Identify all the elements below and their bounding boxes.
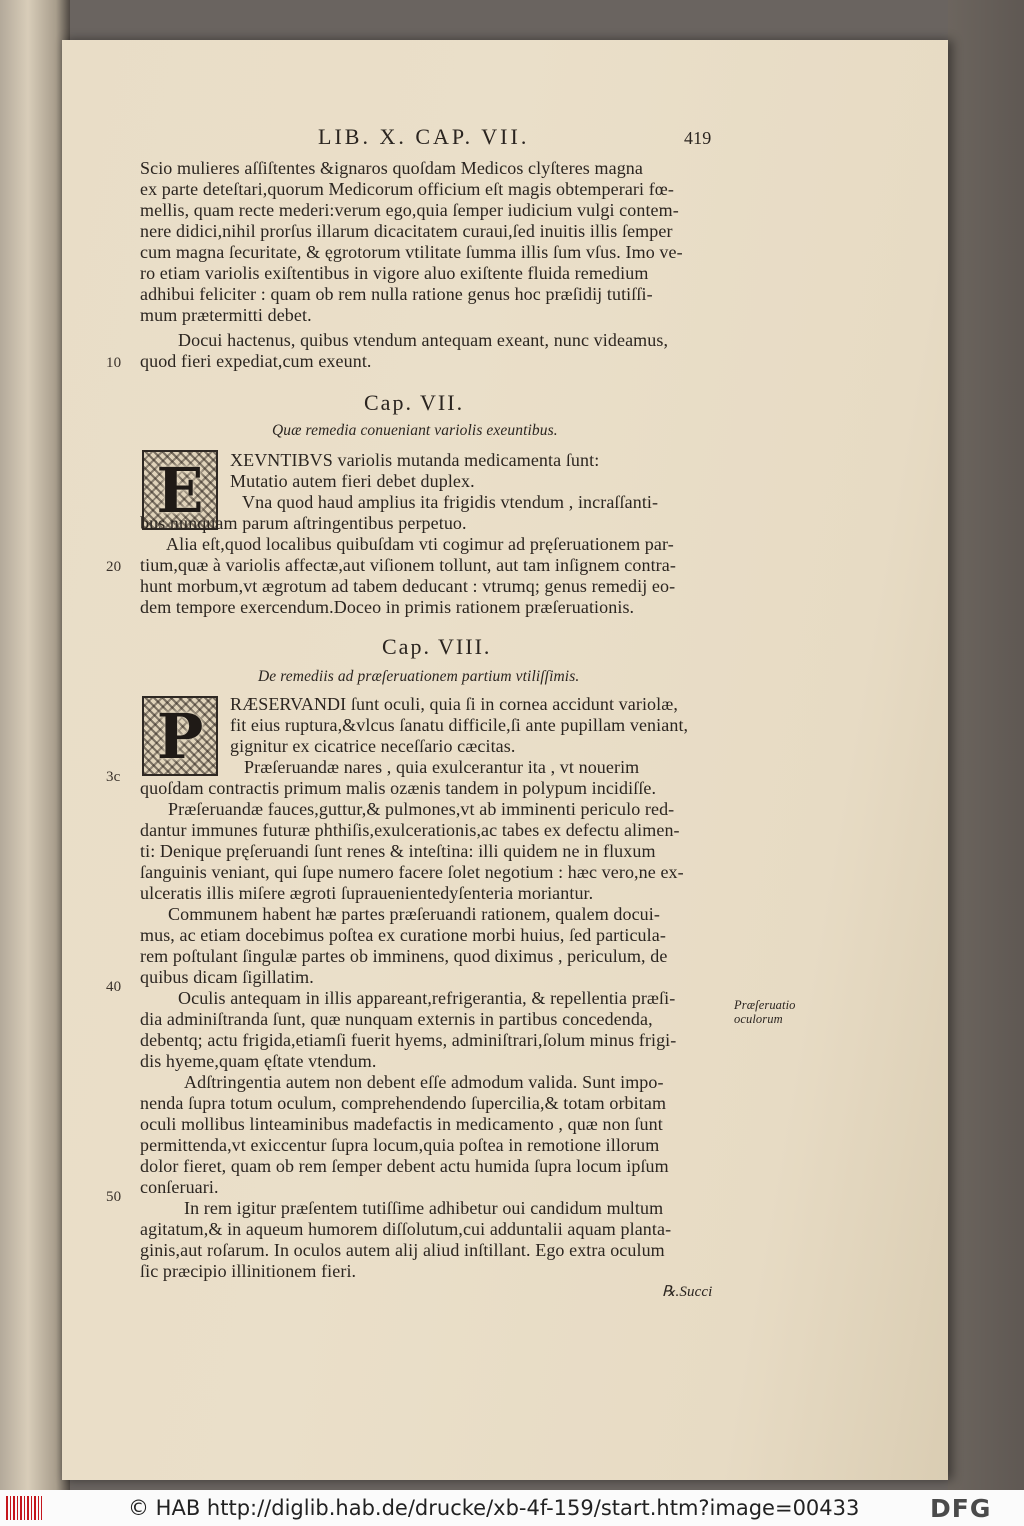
line-number: 40 [106,979,122,995]
text-line: mum prætermitti debet. [140,305,312,325]
text-line: dem tempore exercendum.Doceo in primis rationem præſeruationis. [140,597,635,617]
line-number: 20 [106,559,122,575]
text-line: hunt morbum,vt ægrotum ad tabem deducant : vtrumq; genus remedij eo- [140,576,676,596]
text-line: Præſeruandæ fauces,guttur,& pulmones,vt ab imminenti periculo red- [168,799,675,819]
text-line: debentq; actu frigida,etiamſi fuerit hyems, adminiſtrari,ſolum minus frigi- [140,1030,677,1050]
text-line: RÆSERVANDI ſunt oculi, quia ſi in cornea accidunt variolæ, [230,694,678,714]
text-line: gignitur ex cicatrice neceſſario cæcitas. [230,736,516,756]
chapter-8-title: Cap. VIII. [382,634,492,659]
initial-letter: E [156,453,204,527]
chapter-8-opening [230,694,730,778]
text-line: quoſdam contractis primum malis ozænis tandem in polypum incidiſſe. [140,778,657,798]
text-line: nere didici,nihil prorſus illarum dicacitatem curaui,ſed inuitis illis ſemper [140,221,673,241]
text-line: Vna quod haud amplius ita frigidis vtendum , incraſſanti- [242,492,659,512]
running-head: LIB. X. CAP. VII. [318,124,530,149]
chapter-7-title: Cap. VII. [364,390,465,415]
text-line: ginis,aut roſarum. In oculos autem alij aliud inſtillant. Ego extra oculum [140,1240,665,1260]
text-line: Mutatio autem fieri debet duplex. [230,471,475,491]
paragraph-1 [140,158,730,326]
chapter-7-opening [140,450,730,534]
catchword: ℞.Succi [662,1284,713,1300]
initial-letter: P [156,699,204,773]
text-line: bus nunquam parum aſtringentibus perpetuo. [140,513,467,533]
text-line: mus, ac etiam docebimus poſtea ex curatione morbi huius, ſed particula- [140,925,666,945]
text-line: dis hyeme,quam ęſtate vtendum. [140,1051,377,1071]
chapter-7-subtitle: Quæ remedia conueniant variolis exeuntibus. [272,422,558,439]
text-line: ulceratis illis miſere ægroti ſuprauenientedyſenteria moriantur. [140,883,594,903]
text-line: oculi mollibus linteaminibus madefactis in medicamento , quæ non ſunt [140,1114,663,1134]
text-line: quod fieri expediat,cum exeunt. [140,351,372,371]
text-line: XEVNTIBVS variolis mutanda medicamenta ſunt: [230,450,600,470]
line-number: 3c [106,769,121,785]
decorated-initial-p [142,696,218,776]
marginal-note-line: oculorum [734,1012,783,1026]
marginal-note [734,998,796,1026]
text-line: tium,quæ à variolis affectæ,aut viſionem tollunt, aut tam inſignem contra- [140,555,676,575]
source-link[interactable]: © HAB http://diglib.hab.de/drucke/xb-4f-159/start.htm?image=00433 [128,1496,860,1520]
text-line: ſic præcipio illinitionem fieri. [140,1261,357,1281]
scan-background [948,0,1024,1490]
previous-page-edge [0,0,70,1490]
text-line: rem poſtulant ſingulæ partes ob imminens, quod diximus , periculum, de [140,946,668,966]
text-line: Docui hactenus, quibus vtendum antequam exeant, nunc videamus, [178,330,669,350]
text-line: dolor fieret, quam ob rem ſemper debent actu humida ſupra locum ipſum [140,1156,669,1176]
viewer-footer [0,1490,1024,1526]
line-number: 50 [106,1189,122,1205]
dfg-logo: DFG [930,1494,992,1523]
text-line: cum magna ſecuritate, & ęgrotorum vtilitate ſumma illis ſum vſus. Imo ve- [140,242,683,262]
text-line: ſanguinis veniant, qui ſupe numero facere ſolet negotium : hæc vero,ne ex- [140,862,684,882]
text-line: agitatum,& in aqueum humorem diſſolutum,cui adduntalii aquam planta- [140,1219,672,1239]
text-line: Adſtringentia autem non debent eſſe admodum valida. Sunt impo- [184,1072,664,1092]
text-line: nenda ſupra totum oculum, comprehendendo ſupercilia,& totam orbitam [140,1093,667,1113]
text-line: Oculis antequam in illis appareant,refrigerantia, & repellentia præſi- [178,988,676,1008]
line-number: 10 [106,355,122,371]
paragraph-2 [140,330,730,372]
text-line: quibus dicam ſigillatim. [140,967,314,987]
text-line: dantur immunes futuræ phthiſis,exulcerationis,ac tabes ex defectu alimen- [140,820,680,840]
text-line: conſeruari. [140,1177,219,1197]
text-line: ti: Denique pręſeruandi ſunt renes & inteſtina: illi quidem ne in fluxum [140,841,656,861]
text-line: Præſeruandæ nares , quia exulcerantur ita , vt nouerim [244,757,640,777]
text-line: fit eius ruptura,&vlcus ſanatu difficile,ſi ante pupillam veniant, [230,715,689,735]
chapter-8-subtitle: De remediis ad præſeruationem partium vtiliſſimis. [258,668,580,685]
text-line: ex parte deteſtari,quorum Medicorum officium eſt magis obtemperari fœ- [140,179,674,199]
text-line: Scio mulieres aſſiſtentes &ignaros quoſdam Medicos clyſteres magna [140,158,643,178]
text-line: permittenda,vt exiccentur ſupra locum,quia poſtea in remotione illorum [140,1135,660,1155]
text-line: dia adminiſtranda ſunt, quæ nunquam externis in partibus concedenda, [140,1009,653,1029]
barcode-icon [6,1496,42,1520]
text-line: Communem habent hæ partes præſeruandi rationem, qualem docui- [168,904,660,924]
chapter-8-body [140,778,730,1282]
text-line: ro etiam variolis exiſtentibus in vigore aluo exiſtente fluida remedium [140,263,649,283]
text-line: adhibui feliciter : quam ob rem nulla ratione genus hoc præſidij tutiſſi- [140,284,653,304]
text-line: mellis, quam recte mederi:verum ego,quia ſemper iudicium vulgi contem- [140,200,679,220]
chapter-7-body [140,534,730,618]
text-line: Alia eſt,quod localibus quibuſdam vti cogimur ad pręſeruationem par- [166,534,674,554]
marginal-note-line: Præſeruatio [734,998,796,1012]
folio-number: 419 [684,128,712,148]
text-line: In rem igitur præſentem tutiſſime adhibetur oui candidum multum [184,1198,664,1218]
